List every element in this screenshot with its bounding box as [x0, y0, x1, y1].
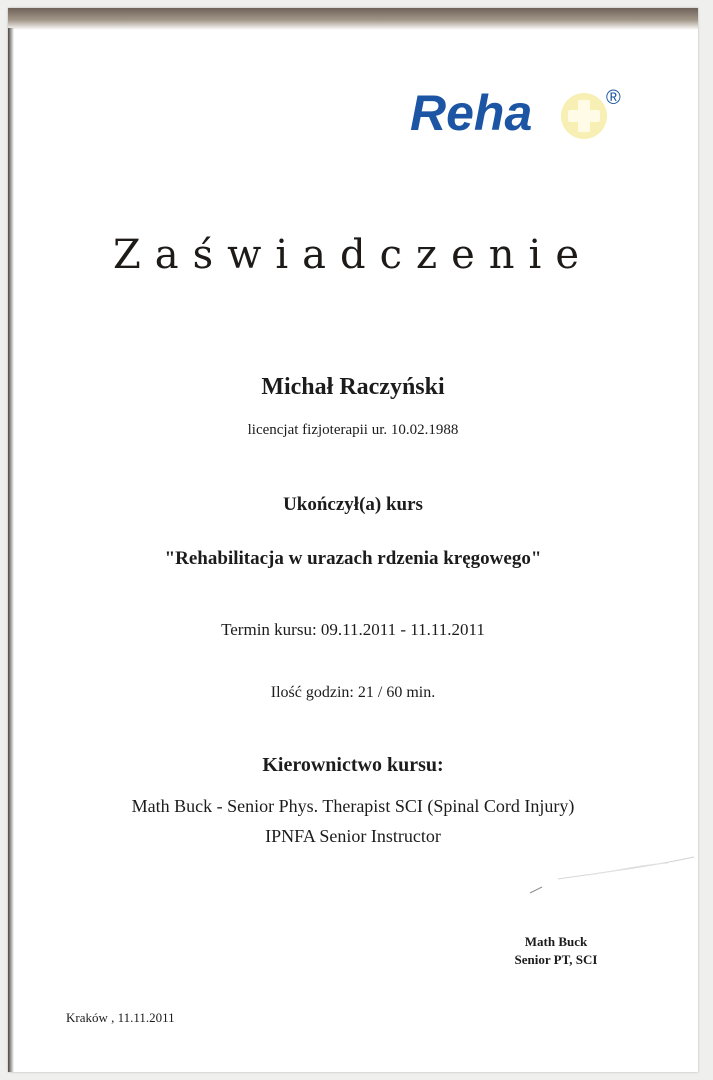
signature-block — [496, 933, 616, 969]
certificate-title: Zaświadczenie — [112, 232, 594, 278]
recipient-description: licencjat fizjoterapii ur. 10.02.1988 — [247, 422, 459, 438]
place-and-date: Kraków , 11.11.2011 — [66, 1010, 175, 1025]
completed-course-label: Ukończył(a) kurs — [283, 494, 423, 515]
course-management-line-1: Math Buck - Senior Phys. Therapist SCI (Spinal Cord Injury) — [131, 796, 575, 816]
course-hours: Ilość godzin: 21 / 60 min. — [270, 684, 436, 701]
recipient-name: Michał Raczyński — [261, 374, 445, 400]
signatory-name: Math Buck — [524, 934, 588, 949]
course-dates: Termin kursu: 09.11.2011 - 11.11.2011 — [221, 620, 485, 639]
reha-logo-text: Reha — [410, 85, 533, 141]
course-management-label: Kierownictwo kursu: — [262, 754, 444, 776]
certificate-page — [8, 8, 698, 1072]
reha-logo — [408, 78, 628, 150]
handwritten-signature — [528, 853, 698, 903]
reha-plus-icon — [561, 93, 607, 139]
course-name: "Rehabilitacja w urazach rdzenia kręgowego" — [164, 548, 542, 569]
course-management-line-2: IPNFA Senior Instructor — [265, 826, 441, 846]
paper-top-edge-shadow — [8, 8, 698, 30]
signatory-title: Senior PT, SCI — [514, 952, 598, 967]
registered-mark: ® — [606, 87, 621, 109]
